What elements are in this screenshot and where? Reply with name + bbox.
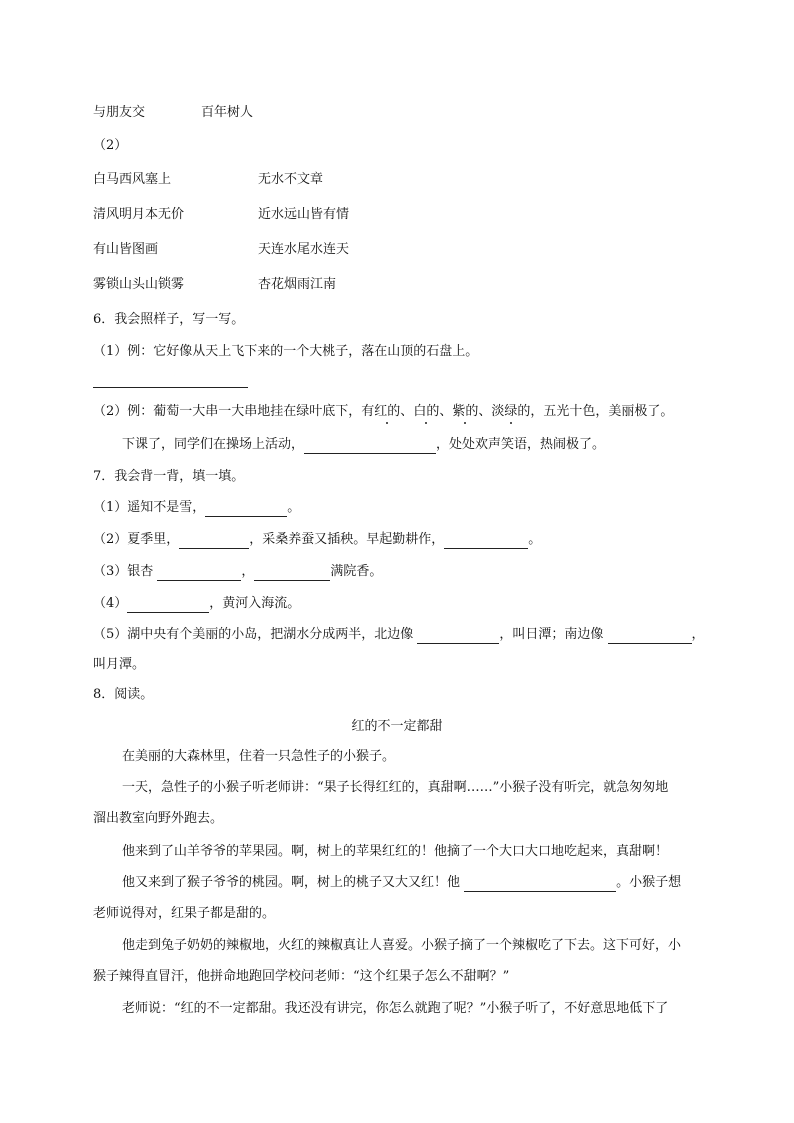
story-paragraph: 在美丽的大森林里，住着一只急性子的小猴子。 (122, 749, 396, 764)
q6-ex2-after: ，五光十色，美丽极了。 (530, 404, 674, 419)
q7-blank[interactable] (179, 534, 249, 549)
separator: 、 (400, 404, 414, 419)
question-6-title: 6．我会照样子，写一写。 (93, 312, 245, 327)
q7-l4-text: （4） (93, 596, 128, 611)
q7-line-1 (93, 499, 300, 517)
story-paragraph: 他来到了山羊爷爷的苹果园。啊，树上的苹果红红的！他摘了一个大口大口地吃起来，真甜啊！ (122, 844, 669, 859)
question-7-title: 7．我会背一背，填一填。 (93, 469, 245, 484)
story-p4-end: 。小猴子想 (616, 875, 682, 890)
q7-l1-end: 。 (287, 500, 301, 515)
subquestion-2-label: （2） (93, 138, 128, 153)
q6-answer-line-1[interactable] (93, 370, 248, 388)
q7-line-2 (93, 531, 541, 549)
q7-l1-text: （1）遥知不是雪， (93, 500, 206, 515)
q7-l2-mid: ，采桑养蚕又插秧。早起勤耕作， (249, 532, 445, 547)
story-title: 红的不一定都甜 (351, 719, 443, 734)
q7-blank[interactable] (205, 502, 287, 517)
q6-example-1: （1）例：它好像从天上飞下来的一个大桃子，落在山顶的石盘上。 (93, 344, 479, 359)
q6-task-blank[interactable] (304, 439, 436, 454)
match-left: 清风明月本无价 (93, 207, 185, 222)
q7-l5-mid: ，叫日潭；南边像 (499, 627, 608, 642)
q7-blank[interactable] (157, 566, 241, 581)
q7-blank[interactable] (417, 629, 499, 644)
q7-l5-text: （5）湖中央有个美丽的小岛，把湖水分成两半，北边像 (93, 627, 418, 642)
q7-blank[interactable] (608, 629, 692, 644)
q7-l5-end: ， (691, 627, 705, 642)
story-blank[interactable] (464, 877, 616, 892)
match-right: 无水不文章 (258, 172, 324, 187)
q7-l3-end: 满院香。 (330, 564, 383, 579)
match-right-1: 百年树人 (201, 105, 254, 120)
story-paragraph (122, 874, 681, 892)
q7-l2-text: （2）夏季里， (93, 532, 180, 547)
q7-blank[interactable] (127, 598, 209, 613)
match-left: 有山皆图画 (93, 242, 159, 257)
match-left-1: 与朋友交 (93, 105, 146, 120)
match-right: 近水远山皆有情 (258, 207, 350, 222)
q7-line-5-cont: 叫月潭。 (93, 657, 146, 672)
q7-l2-end: 。 (528, 532, 542, 547)
separator: 、 (439, 404, 453, 419)
q6-example-2 (93, 403, 673, 421)
emphasis-word: 紫的 (452, 404, 479, 419)
emphasis-word: 淡绿的 (491, 404, 531, 419)
story-paragraph-cont: 猴子辣得直冒汗，他拼命地跑回学校问老师：“这个红果子怎么不甜啊？” (93, 969, 510, 984)
q7-blank[interactable] (254, 566, 330, 581)
story-paragraph-cont: 溜出教室向野外跑去。 (93, 811, 224, 826)
q7-line-3 (93, 563, 382, 581)
emphasis-word: 白的 (413, 404, 440, 419)
q7-l3-text: （3）银杏 (93, 564, 158, 579)
emphasis-word: 红的 (374, 404, 401, 419)
story-paragraph: 他走到兔子奶奶的辣椒地，火红的辣椒真让人喜爱。小猴子摘了一个辣椒吃了下去。这下可好，小 (122, 938, 682, 953)
q7-line-4 (93, 595, 300, 613)
story-p4-text: 他又来到了猴子爷爷的桃园。啊，树上的桃子又大又红！他 (122, 875, 465, 890)
q7-line-5 (93, 626, 705, 644)
story-paragraph-cont: 老师说得对，红果子都是甜的。 (93, 906, 276, 921)
story-paragraph: 一天，急性子的小猴子听老师讲：“果子长得红红的，真甜啊……”小猴子没有听完，就急匆匆地 (122, 780, 669, 795)
match-left: 白马西风塞上 (93, 172, 172, 187)
q6-ex2-before: （2）例：葡萄一大串一大串地挂在绿叶底下，有 (93, 404, 375, 419)
match-right: 天连水尾水连天 (258, 242, 350, 257)
match-right: 杏花烟雨江南 (258, 277, 337, 292)
q6-task (122, 436, 605, 454)
match-left: 雾锁山头山锁雾 (93, 277, 185, 292)
story-paragraph: 老师说：“红的不一定都甜。我还没有讲完，你怎么就跑了呢？”小猴子听了，不好意思地低下了 (122, 1001, 669, 1016)
separator: 、 (478, 404, 492, 419)
question-8-title: 8．阅读。 (93, 687, 154, 702)
q7-l3-mid: ， (241, 564, 255, 579)
q6-task-after: ，处处欢声笑语，热闹极了。 (436, 437, 606, 452)
q7-blank[interactable] (444, 534, 528, 549)
q6-task-before: 下课了，同学们在操场上活动， (122, 437, 305, 452)
q7-l4-end: ，黄河入海流。 (209, 596, 301, 611)
